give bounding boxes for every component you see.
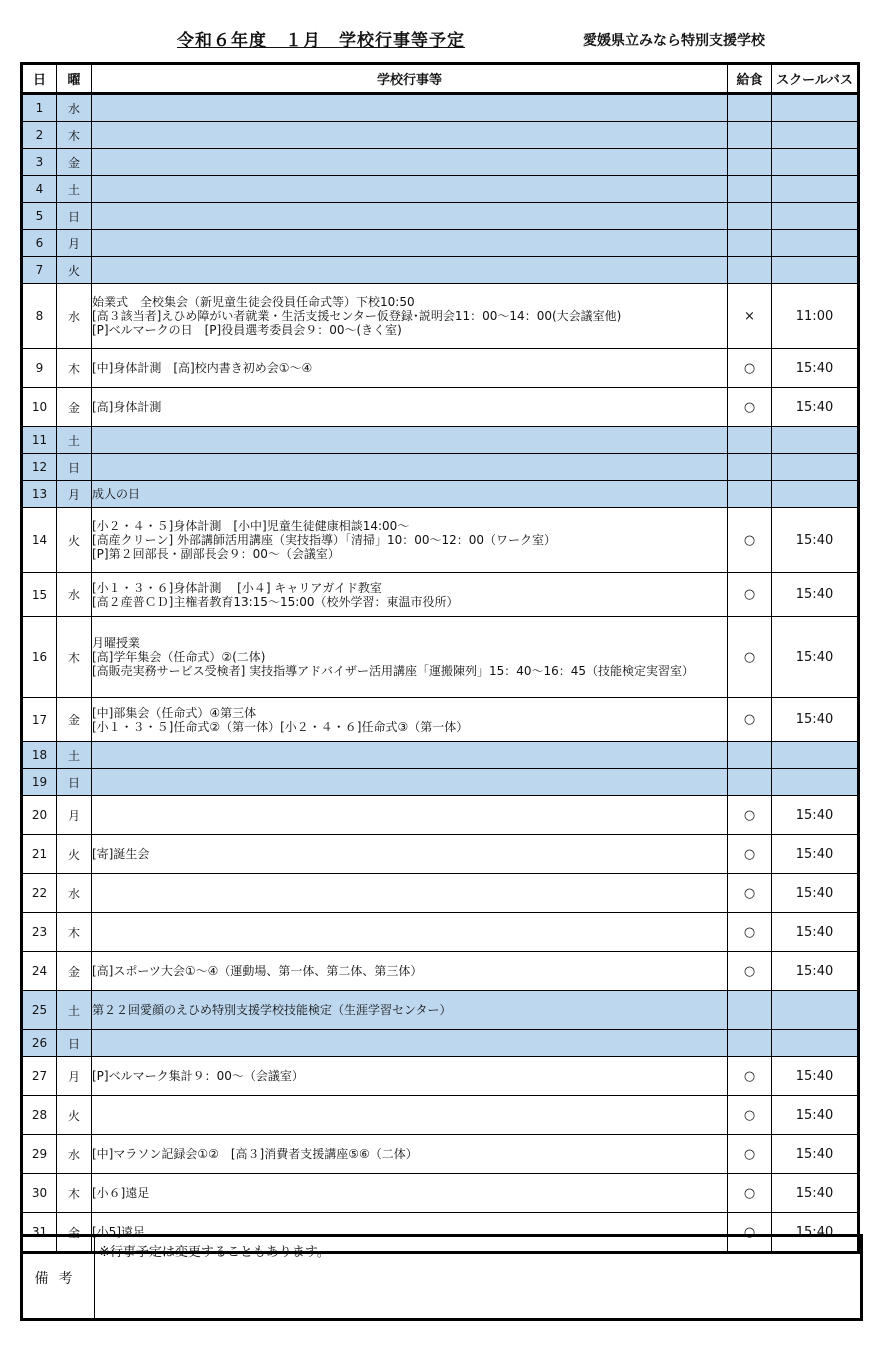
events-cell: [寄]誕生会 <box>92 835 728 874</box>
weekday-cell: 火 <box>57 1096 92 1135</box>
table-row <box>22 913 859 952</box>
meal-cell <box>728 257 772 284</box>
table-row <box>22 617 859 698</box>
events-cell <box>92 1030 728 1057</box>
bus-time-cell <box>772 122 859 149</box>
day-cell: 29 <box>22 1135 57 1174</box>
day-cell: 14 <box>22 508 57 573</box>
bus-time-cell: 15:40 <box>772 349 859 388</box>
table-row <box>22 284 859 349</box>
table-row <box>22 230 859 257</box>
weekday-cell: 火 <box>57 508 92 573</box>
events-cell <box>92 257 728 284</box>
day-cell: 30 <box>22 1174 57 1213</box>
table-row <box>22 427 859 454</box>
meal-cell: ○ <box>728 1057 772 1096</box>
bus-time-cell: 15:40 <box>772 508 859 573</box>
day-cell: 21 <box>22 835 57 874</box>
meal-cell <box>728 1030 772 1057</box>
col-header-bus: スクールバス <box>772 64 859 94</box>
weekday-cell: 金 <box>57 952 92 991</box>
table-row <box>22 835 859 874</box>
events-cell <box>92 122 728 149</box>
meal-cell: ○ <box>728 1174 772 1213</box>
weekday-cell: 木 <box>57 913 92 952</box>
weekday-cell: 日 <box>57 769 92 796</box>
bus-time-cell <box>772 991 859 1030</box>
bus-time-cell: 15:40 <box>772 388 859 427</box>
table-row <box>22 176 859 203</box>
day-cell: 19 <box>22 769 57 796</box>
weekday-cell: 木 <box>57 122 92 149</box>
meal-cell: × <box>728 284 772 349</box>
day-cell: 22 <box>22 874 57 913</box>
table-row <box>22 991 859 1030</box>
day-cell: 12 <box>22 454 57 481</box>
meal-cell <box>728 94 772 122</box>
weekday-cell: 金 <box>57 149 92 176</box>
table-row <box>22 257 859 284</box>
weekday-cell: 水 <box>57 284 92 349</box>
weekday-cell: 水 <box>57 573 92 617</box>
meal-cell: ○ <box>728 796 772 835</box>
weekday-cell: 木 <box>57 1174 92 1213</box>
day-cell: 18 <box>22 742 57 769</box>
meal-cell: ○ <box>728 952 772 991</box>
day-cell: 2 <box>22 122 57 149</box>
weekday-cell: 月 <box>57 481 92 508</box>
bus-time-cell: 15:40 <box>772 698 859 742</box>
weekday-cell: 水 <box>57 1135 92 1174</box>
col-header-dow: 曜 <box>57 64 92 94</box>
table-row <box>22 388 859 427</box>
meal-cell: ○ <box>728 349 772 388</box>
weekday-cell: 水 <box>57 94 92 122</box>
bus-time-cell: 15:40 <box>772 1174 859 1213</box>
schedule-body <box>22 94 859 1253</box>
day-cell: 23 <box>22 913 57 952</box>
events-cell <box>92 1096 728 1135</box>
weekday-cell: 金 <box>57 388 92 427</box>
meal-cell: ○ <box>728 835 772 874</box>
meal-cell: ○ <box>728 388 772 427</box>
table-row <box>22 698 859 742</box>
day-cell: 11 <box>22 427 57 454</box>
events-cell <box>92 796 728 835</box>
day-cell: 15 <box>22 573 57 617</box>
meal-cell: ○ <box>728 913 772 952</box>
meal-cell: ○ <box>728 508 772 573</box>
weekday-cell: 日 <box>57 203 92 230</box>
col-header-day: 日 <box>22 64 57 94</box>
events-cell <box>92 742 728 769</box>
day-cell: 17 <box>22 698 57 742</box>
table-row <box>22 573 859 617</box>
events-cell: [高]身体計測 <box>92 388 728 427</box>
meal-cell <box>728 149 772 176</box>
meal-cell <box>728 122 772 149</box>
day-cell: 28 <box>22 1096 57 1135</box>
meal-cell <box>728 454 772 481</box>
weekday-cell: 木 <box>57 349 92 388</box>
events-cell: 始業式 全校集会（新児童生徒会役員任命式等）下校10:50 [高３該当者]えひめ障がい者就業・生活支援センター仮登録･説明会11：00～14：00(大会議室他) [P]ベルマークの日 [P]役員選考委員会９：00～(きく室) <box>92 284 728 349</box>
table-row <box>22 1135 859 1174</box>
meal-cell <box>728 991 772 1030</box>
events-cell: 月曜授業 [高]学年集会（任命式）②(二体) [高販売実務サービス受検者] 実技指導アドバイザー活用講座「運搬陳列」15：40～16：45（技能検定実習室） <box>92 617 728 698</box>
events-cell: [中]身体計測 [高]校内書き初め会①～④ <box>92 349 728 388</box>
bus-time-cell <box>772 230 859 257</box>
bus-time-cell <box>772 257 859 284</box>
table-row <box>22 94 859 122</box>
bus-time-cell: 15:40 <box>772 835 859 874</box>
events-cell: 成人の日 <box>92 481 728 508</box>
weekday-cell: 土 <box>57 742 92 769</box>
bus-time-cell <box>772 769 859 796</box>
table-row <box>22 742 859 769</box>
day-cell: 1 <box>22 94 57 122</box>
events-cell <box>92 769 728 796</box>
day-cell: 26 <box>22 1030 57 1057</box>
events-cell <box>92 149 728 176</box>
events-cell: [小６]遠足 <box>92 1174 728 1213</box>
day-cell: 20 <box>22 796 57 835</box>
day-cell: 31 <box>22 1213 57 1253</box>
table-row <box>22 454 859 481</box>
table-row <box>22 874 859 913</box>
day-cell: 8 <box>22 284 57 349</box>
meal-cell <box>728 769 772 796</box>
weekday-cell: 木 <box>57 617 92 698</box>
table-row <box>22 203 859 230</box>
meal-cell: ○ <box>728 1135 772 1174</box>
bus-time-cell: 15:40 <box>772 1057 859 1096</box>
weekday-cell: 土 <box>57 427 92 454</box>
table-row <box>22 796 859 835</box>
weekday-cell: 日 <box>57 1030 92 1057</box>
events-cell: [小１・３・６]身体計測 [小４] キャリアガイド教室 [高２産普ＣＤ]主権者教育13:15～15:00（校外学習：東温市役所） <box>92 573 728 617</box>
table-header-row <box>22 64 859 94</box>
bus-time-cell <box>772 481 859 508</box>
table-row <box>22 149 859 176</box>
col-header-events: 学校行事等 <box>92 64 728 94</box>
day-cell: 10 <box>22 388 57 427</box>
weekday-cell: 月 <box>57 1057 92 1096</box>
meal-cell <box>728 742 772 769</box>
day-cell: 6 <box>22 230 57 257</box>
weekday-cell: 月 <box>57 230 92 257</box>
day-cell: 3 <box>22 149 57 176</box>
weekday-cell: 火 <box>57 835 92 874</box>
meal-cell <box>728 230 772 257</box>
bus-time-cell <box>772 454 859 481</box>
events-cell: [高]スポーツ大会①～④（運動場、第一体、第二体、第三体） <box>92 952 728 991</box>
col-header-meal: 給食 <box>728 64 772 94</box>
weekday-cell: 金 <box>57 698 92 742</box>
table-row <box>22 1057 859 1096</box>
meal-cell: ○ <box>728 874 772 913</box>
table-row <box>22 769 859 796</box>
events-cell: [小5]遠足 <box>92 1213 728 1253</box>
day-cell: 16 <box>22 617 57 698</box>
weekday-cell: 土 <box>57 991 92 1030</box>
remarks-box <box>20 1234 863 1321</box>
day-cell: 13 <box>22 481 57 508</box>
day-cell: 27 <box>22 1057 57 1096</box>
bus-time-cell: 15:40 <box>772 573 859 617</box>
bus-time-cell: 15:40 <box>772 796 859 835</box>
events-cell: [P]ベルマーク集計９：00～（会議室） <box>92 1057 728 1096</box>
weekday-cell: 月 <box>57 796 92 835</box>
meal-cell: ○ <box>728 573 772 617</box>
events-cell <box>92 176 728 203</box>
remarks-label: 備考 <box>23 1237 95 1318</box>
remarks-text: ※行事予定は変更することもあります。 <box>99 1245 330 1260</box>
bus-time-cell <box>772 149 859 176</box>
day-cell: 7 <box>22 257 57 284</box>
weekday-cell: 金 <box>57 1213 92 1253</box>
events-cell: [小２・４・５]身体計測 [小中]児童生徒健康相談14:00～ [高産クリーン] 外部講師活用講座（実技指導）「清掃」10：00～12：00（ワーク室） [P]第２回部長・副部長会９：00～（会議室） <box>92 508 728 573</box>
table-row <box>22 508 859 573</box>
bus-time-cell <box>772 1030 859 1057</box>
table-row <box>22 481 859 508</box>
events-cell <box>92 94 728 122</box>
events-cell <box>92 230 728 257</box>
bus-time-cell: 15:40 <box>772 1135 859 1174</box>
bus-time-cell: 15:40 <box>772 617 859 698</box>
day-cell: 5 <box>22 203 57 230</box>
table-row <box>22 952 859 991</box>
weekday-cell: 土 <box>57 176 92 203</box>
events-cell <box>92 427 728 454</box>
bus-time-cell: 15:40 <box>772 913 859 952</box>
schedule-table <box>20 62 860 1254</box>
day-cell: 25 <box>22 991 57 1030</box>
events-cell: [中]部集会（任命式）④第三体 [小１・３・５]任命式②（第一体）[小２・４・６]任命式③（第一体） <box>92 698 728 742</box>
events-cell <box>92 454 728 481</box>
weekday-cell: 水 <box>57 874 92 913</box>
bus-time-cell <box>772 176 859 203</box>
events-cell <box>92 874 728 913</box>
school-name: 愛媛県立みなら特別支援学校 <box>583 33 765 49</box>
bus-time-cell: 15:40 <box>772 1213 859 1253</box>
meal-cell: ○ <box>728 698 772 742</box>
bus-time-cell <box>772 742 859 769</box>
day-cell: 24 <box>22 952 57 991</box>
bus-time-cell <box>772 94 859 122</box>
bus-time-cell: 15:40 <box>772 874 859 913</box>
table-row <box>22 1030 859 1057</box>
table-row <box>22 1096 859 1135</box>
meal-cell: ○ <box>728 617 772 698</box>
bus-time-cell: 15:40 <box>772 952 859 991</box>
bus-time-cell <box>772 427 859 454</box>
bus-time-cell: 11:00 <box>772 284 859 349</box>
page-title: 令和６年度 １月 学校行事等予定 <box>177 31 465 51</box>
table-row <box>22 349 859 388</box>
meal-cell <box>728 481 772 508</box>
meal-cell: ○ <box>728 1096 772 1135</box>
meal-cell <box>728 176 772 203</box>
events-cell: 第２２回愛顔のえひめ特別支援学校技能検定（生涯学習センター） <box>92 991 728 1030</box>
table-row <box>22 1174 859 1213</box>
weekday-cell: 日 <box>57 454 92 481</box>
meal-cell <box>728 203 772 230</box>
day-cell: 4 <box>22 176 57 203</box>
events-cell <box>92 913 728 952</box>
day-cell: 9 <box>22 349 57 388</box>
events-cell: [中]マラソン記録会①② [高３]消費者支援講座⑤⑥（二体） <box>92 1135 728 1174</box>
bus-time-cell: 15:40 <box>772 1096 859 1135</box>
meal-cell: ○ <box>728 1213 772 1253</box>
table-row <box>22 122 859 149</box>
bus-time-cell <box>772 203 859 230</box>
weekday-cell: 火 <box>57 257 92 284</box>
events-cell <box>92 203 728 230</box>
meal-cell <box>728 427 772 454</box>
